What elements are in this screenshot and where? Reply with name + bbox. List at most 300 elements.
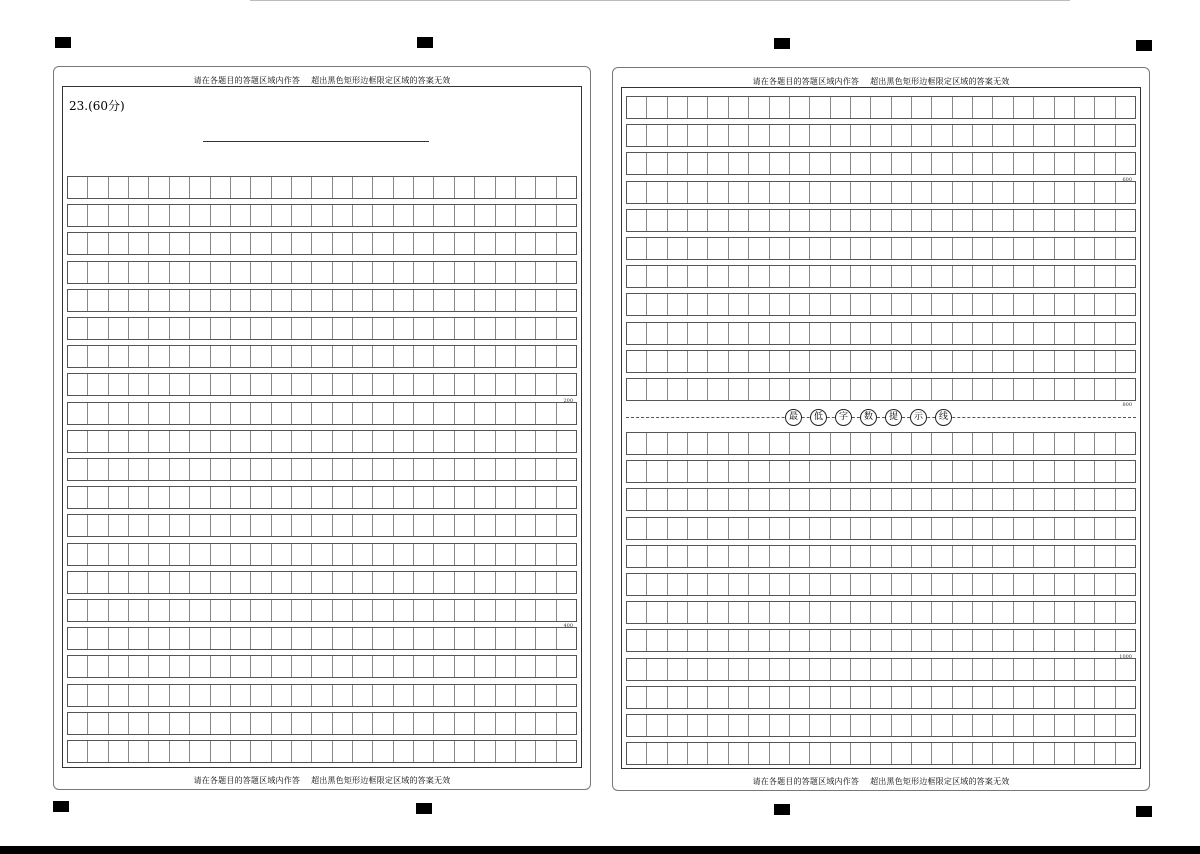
grid-cell[interactable] bbox=[647, 461, 667, 482]
grid-cell[interactable] bbox=[688, 294, 708, 315]
grid-cell[interactable] bbox=[129, 233, 149, 254]
grid-cell[interactable] bbox=[749, 630, 769, 651]
grid-cell[interactable] bbox=[312, 600, 332, 621]
grid-cell[interactable] bbox=[414, 515, 434, 536]
grid-cell[interactable] bbox=[770, 659, 790, 680]
grid-cell[interactable] bbox=[292, 290, 312, 311]
grid-cell[interactable] bbox=[668, 125, 688, 146]
grid-cell[interactable] bbox=[708, 351, 728, 372]
grid-cell[interactable] bbox=[993, 433, 1013, 454]
grid-cell[interactable] bbox=[414, 318, 434, 339]
grid-cell[interactable] bbox=[496, 487, 516, 508]
grid-cell[interactable] bbox=[973, 433, 993, 454]
grid-cell[interactable] bbox=[88, 262, 108, 283]
grid-cell[interactable] bbox=[851, 602, 871, 623]
grid-cell[interactable] bbox=[394, 205, 414, 226]
grid-cell[interactable] bbox=[688, 574, 708, 595]
grid-cell[interactable] bbox=[251, 205, 271, 226]
grid-cell[interactable] bbox=[810, 266, 830, 287]
grid-cell[interactable] bbox=[749, 323, 769, 344]
grid-cell[interactable] bbox=[790, 210, 810, 231]
grid-cell[interactable] bbox=[434, 515, 454, 536]
grid-cell[interactable] bbox=[729, 574, 749, 595]
grid-cell[interactable] bbox=[871, 659, 891, 680]
grid-cell[interactable] bbox=[953, 266, 973, 287]
grid-cell[interactable] bbox=[708, 294, 728, 315]
grid-cell[interactable] bbox=[892, 546, 912, 567]
grid-cell[interactable] bbox=[1075, 210, 1095, 231]
grid-cell[interactable] bbox=[333, 318, 353, 339]
grid-cell[interactable] bbox=[414, 600, 434, 621]
grid-cell[interactable] bbox=[353, 685, 373, 706]
grid-cell[interactable] bbox=[953, 323, 973, 344]
grid-cell[interactable] bbox=[627, 574, 647, 595]
grid-cell[interactable] bbox=[953, 97, 973, 118]
grid-cell[interactable] bbox=[434, 374, 454, 395]
grid-cell[interactable] bbox=[272, 544, 292, 565]
grid-cell[interactable] bbox=[831, 659, 851, 680]
grid-cell[interactable] bbox=[251, 262, 271, 283]
grid-cell[interactable] bbox=[749, 602, 769, 623]
grid-cell[interactable] bbox=[1034, 659, 1054, 680]
grid-cell[interactable] bbox=[627, 461, 647, 482]
grid-cell[interactable] bbox=[557, 515, 576, 536]
grid-cell[interactable] bbox=[88, 318, 108, 339]
grid-cell[interactable] bbox=[668, 210, 688, 231]
grid-cell[interactable] bbox=[373, 685, 393, 706]
grid-cell[interactable] bbox=[1095, 351, 1115, 372]
grid-cell[interactable] bbox=[190, 403, 210, 424]
grid-cell[interactable] bbox=[414, 487, 434, 508]
grid-cell[interactable] bbox=[749, 489, 769, 510]
grid-cell[interactable] bbox=[688, 743, 708, 764]
grid-cell[interactable] bbox=[647, 294, 667, 315]
grid-cell[interactable] bbox=[475, 459, 495, 480]
grid-cell[interactable] bbox=[647, 379, 667, 400]
grid-cell[interactable] bbox=[496, 741, 516, 762]
grid-cell[interactable] bbox=[455, 177, 475, 198]
grid-cell[interactable] bbox=[1014, 351, 1034, 372]
grid-cell[interactable] bbox=[810, 546, 830, 567]
grid-cell[interactable] bbox=[292, 600, 312, 621]
grid-cell[interactable] bbox=[557, 600, 576, 621]
grid-cell[interactable] bbox=[810, 210, 830, 231]
grid-cell[interactable] bbox=[1055, 659, 1075, 680]
grid-cell[interactable] bbox=[149, 713, 169, 734]
grid-cell[interactable] bbox=[373, 374, 393, 395]
grid-cell[interactable] bbox=[557, 262, 576, 283]
grid-cell[interactable] bbox=[892, 294, 912, 315]
grid-cell[interactable] bbox=[1075, 461, 1095, 482]
grid-cell[interactable] bbox=[892, 238, 912, 259]
grid-cell[interactable] bbox=[668, 351, 688, 372]
grid-cell[interactable] bbox=[88, 431, 108, 452]
grid-cell[interactable] bbox=[434, 713, 454, 734]
grid-cell[interactable] bbox=[790, 294, 810, 315]
grid-cell[interactable] bbox=[333, 374, 353, 395]
grid-cell[interactable] bbox=[129, 487, 149, 508]
grid-cell[interactable] bbox=[251, 487, 271, 508]
grid-cell[interactable] bbox=[749, 182, 769, 203]
grid-cell[interactable] bbox=[770, 630, 790, 651]
grid-cell[interactable] bbox=[536, 290, 556, 311]
grid-cell[interactable] bbox=[475, 656, 495, 677]
grid-cell[interactable] bbox=[414, 205, 434, 226]
grid-cell[interactable] bbox=[749, 379, 769, 400]
grid-cell[interactable] bbox=[190, 233, 210, 254]
grid-cell[interactable] bbox=[434, 318, 454, 339]
grid-cell[interactable] bbox=[312, 346, 332, 367]
grid-cell[interactable] bbox=[912, 715, 932, 736]
grid-row[interactable] bbox=[626, 96, 1136, 119]
grid-cell[interactable] bbox=[536, 741, 556, 762]
grid-cell[interactable] bbox=[129, 515, 149, 536]
grid-cell[interactable] bbox=[851, 574, 871, 595]
grid-cell[interactable] bbox=[1095, 379, 1115, 400]
grid-cell[interactable] bbox=[770, 266, 790, 287]
grid-cell[interactable] bbox=[475, 685, 495, 706]
grid-cell[interactable] bbox=[1116, 210, 1135, 231]
grid-cell[interactable] bbox=[211, 346, 231, 367]
grid-cell[interactable] bbox=[708, 546, 728, 567]
grid-row[interactable] bbox=[67, 289, 577, 312]
grid-cell[interactable] bbox=[88, 685, 108, 706]
grid-cell[interactable] bbox=[272, 233, 292, 254]
grid-cell[interactable] bbox=[810, 351, 830, 372]
grid-cell[interactable] bbox=[536, 515, 556, 536]
grid-cell[interactable] bbox=[973, 461, 993, 482]
grid-cell[interactable] bbox=[129, 572, 149, 593]
grid-cell[interactable] bbox=[211, 205, 231, 226]
grid-cell[interactable] bbox=[516, 346, 536, 367]
grid-cell[interactable] bbox=[109, 318, 129, 339]
grid-cell[interactable] bbox=[1055, 687, 1075, 708]
grid-cell[interactable] bbox=[109, 487, 129, 508]
grid-cell[interactable] bbox=[231, 431, 251, 452]
grid-cell[interactable] bbox=[932, 153, 952, 174]
grid-cell[interactable] bbox=[810, 433, 830, 454]
grid-cell[interactable] bbox=[647, 210, 667, 231]
grid-cell[interactable] bbox=[953, 602, 973, 623]
grid-cell[interactable] bbox=[708, 574, 728, 595]
grid-cell[interactable] bbox=[373, 233, 393, 254]
grid-cell[interactable] bbox=[434, 600, 454, 621]
grid-cell[interactable] bbox=[831, 715, 851, 736]
grid-cell[interactable] bbox=[1075, 574, 1095, 595]
grid-cell[interactable] bbox=[993, 125, 1013, 146]
grid-cell[interactable] bbox=[557, 177, 576, 198]
grid-cell[interactable] bbox=[973, 294, 993, 315]
grid-cell[interactable] bbox=[1075, 351, 1095, 372]
grid-cell[interactable] bbox=[1095, 125, 1115, 146]
grid-cell[interactable] bbox=[394, 713, 414, 734]
grid-cell[interactable] bbox=[88, 177, 108, 198]
grid-cell[interactable] bbox=[434, 628, 454, 649]
grid-cell[interactable] bbox=[647, 715, 667, 736]
grid-cell[interactable] bbox=[211, 487, 231, 508]
grid-cell[interactable] bbox=[770, 518, 790, 539]
grid-cell[interactable] bbox=[536, 431, 556, 452]
grid-cell[interactable] bbox=[292, 459, 312, 480]
grid-cell[interactable] bbox=[912, 294, 932, 315]
grid-cell[interactable] bbox=[1116, 659, 1135, 680]
grid-cell[interactable] bbox=[536, 713, 556, 734]
grid-cell[interactable] bbox=[1075, 153, 1095, 174]
grid-cell[interactable] bbox=[892, 153, 912, 174]
grid-cell[interactable] bbox=[973, 238, 993, 259]
grid-cell[interactable] bbox=[455, 431, 475, 452]
grid-cell[interactable] bbox=[353, 431, 373, 452]
grid-cell[interactable] bbox=[557, 290, 576, 311]
grid-cell[interactable] bbox=[790, 182, 810, 203]
grid-cell[interactable] bbox=[333, 656, 353, 677]
grid-cell[interactable] bbox=[688, 659, 708, 680]
grid-cell[interactable] bbox=[831, 433, 851, 454]
grid-cell[interactable] bbox=[1075, 323, 1095, 344]
grid-cell[interactable] bbox=[1095, 153, 1115, 174]
grid-cell[interactable] bbox=[109, 544, 129, 565]
grid-cell[interactable] bbox=[688, 210, 708, 231]
grid-cell[interactable] bbox=[292, 346, 312, 367]
grid-cell[interactable] bbox=[170, 600, 190, 621]
grid-cell[interactable] bbox=[190, 374, 210, 395]
grid-cell[interactable] bbox=[333, 572, 353, 593]
grid-cell[interactable] bbox=[1075, 294, 1095, 315]
grid-cell[interactable] bbox=[851, 433, 871, 454]
grid-cell[interactable] bbox=[496, 431, 516, 452]
grid-cell[interactable] bbox=[871, 266, 891, 287]
grid-cell[interactable] bbox=[1034, 351, 1054, 372]
grid-cell[interactable] bbox=[688, 518, 708, 539]
grid-cell[interactable] bbox=[333, 544, 353, 565]
grid-cell[interactable] bbox=[749, 687, 769, 708]
grid-cell[interactable] bbox=[708, 659, 728, 680]
grid-cell[interactable] bbox=[536, 262, 556, 283]
grid-row[interactable] bbox=[626, 601, 1136, 624]
grid-cell[interactable] bbox=[129, 600, 149, 621]
grid-cell[interactable] bbox=[251, 544, 271, 565]
grid-cell[interactable] bbox=[1014, 743, 1034, 764]
grid-cell[interactable] bbox=[647, 323, 667, 344]
grid-cell[interactable] bbox=[932, 182, 952, 203]
grid-cell[interactable] bbox=[455, 290, 475, 311]
grid-cell[interactable] bbox=[851, 125, 871, 146]
grid-cell[interactable] bbox=[1055, 461, 1075, 482]
grid-cell[interactable] bbox=[211, 572, 231, 593]
grid-cell[interactable] bbox=[749, 546, 769, 567]
grid-cell[interactable] bbox=[68, 685, 88, 706]
grid-cell[interactable] bbox=[790, 379, 810, 400]
grid-cell[interactable] bbox=[993, 518, 1013, 539]
grid-cell[interactable] bbox=[892, 715, 912, 736]
grid-cell[interactable] bbox=[871, 743, 891, 764]
grid-cell[interactable] bbox=[373, 713, 393, 734]
grid-cell[interactable] bbox=[749, 266, 769, 287]
grid-cell[interactable] bbox=[88, 656, 108, 677]
grid-cell[interactable] bbox=[149, 487, 169, 508]
grid-cell[interactable] bbox=[190, 290, 210, 311]
grid-cell[interactable] bbox=[333, 741, 353, 762]
grid-cell[interactable] bbox=[496, 233, 516, 254]
grid-cell[interactable] bbox=[708, 461, 728, 482]
grid-cell[interactable] bbox=[1034, 715, 1054, 736]
grid-cell[interactable] bbox=[272, 431, 292, 452]
grid-row[interactable] bbox=[626, 237, 1136, 260]
grid-cell[interactable] bbox=[708, 687, 728, 708]
grid-cell[interactable] bbox=[272, 628, 292, 649]
grid-cell[interactable] bbox=[434, 205, 454, 226]
grid-cell[interactable] bbox=[68, 431, 88, 452]
grid-cell[interactable] bbox=[394, 572, 414, 593]
grid-cell[interactable] bbox=[912, 182, 932, 203]
grid-cell[interactable] bbox=[292, 572, 312, 593]
grid-row[interactable] bbox=[67, 373, 577, 396]
grid-cell[interactable] bbox=[496, 318, 516, 339]
grid-cell[interactable] bbox=[170, 713, 190, 734]
grid-cell[interactable] bbox=[790, 489, 810, 510]
grid-cell[interactable] bbox=[871, 238, 891, 259]
grid-cell[interactable] bbox=[1055, 630, 1075, 651]
grid-cell[interactable] bbox=[790, 153, 810, 174]
grid-cell[interactable] bbox=[109, 685, 129, 706]
grid-cell[interactable] bbox=[953, 294, 973, 315]
grid-cell[interactable] bbox=[312, 290, 332, 311]
grid-cell[interactable] bbox=[496, 374, 516, 395]
grid-cell[interactable] bbox=[373, 346, 393, 367]
grid-cell[interactable] bbox=[455, 205, 475, 226]
grid-cell[interactable] bbox=[1116, 630, 1135, 651]
grid-cell[interactable] bbox=[1055, 210, 1075, 231]
grid-cell[interactable] bbox=[993, 715, 1013, 736]
grid-row[interactable] bbox=[67, 712, 577, 735]
grid-cell[interactable] bbox=[251, 403, 271, 424]
grid-cell[interactable] bbox=[688, 461, 708, 482]
grid-cell[interactable] bbox=[1055, 602, 1075, 623]
grid-cell[interactable] bbox=[272, 713, 292, 734]
grid-cell[interactable] bbox=[88, 290, 108, 311]
grid-cell[interactable] bbox=[353, 572, 373, 593]
grid-cell[interactable] bbox=[810, 518, 830, 539]
grid-cell[interactable] bbox=[831, 630, 851, 651]
grid-cell[interactable] bbox=[627, 323, 647, 344]
grid-cell[interactable] bbox=[455, 459, 475, 480]
grid-cell[interactable] bbox=[831, 602, 851, 623]
grid-cell[interactable] bbox=[190, 431, 210, 452]
grid-row[interactable] bbox=[67, 317, 577, 340]
grid-cell[interactable] bbox=[211, 544, 231, 565]
grid-cell[interactable] bbox=[851, 743, 871, 764]
grid-cell[interactable] bbox=[211, 318, 231, 339]
grid-cell[interactable] bbox=[1055, 379, 1075, 400]
grid-cell[interactable] bbox=[790, 433, 810, 454]
grid-cell[interactable] bbox=[1116, 238, 1135, 259]
grid-cell[interactable] bbox=[932, 743, 952, 764]
grid-cell[interactable] bbox=[231, 374, 251, 395]
grid-cell[interactable] bbox=[251, 741, 271, 762]
grid-cell[interactable] bbox=[475, 431, 495, 452]
grid-cell[interactable] bbox=[88, 487, 108, 508]
grid-cell[interactable] bbox=[536, 572, 556, 593]
grid-cell[interactable] bbox=[68, 459, 88, 480]
grid-row[interactable] bbox=[67, 486, 577, 509]
grid-cell[interactable] bbox=[496, 628, 516, 649]
grid-cell[interactable] bbox=[627, 630, 647, 651]
grid-cell[interactable] bbox=[434, 233, 454, 254]
grid-cell[interactable] bbox=[129, 628, 149, 649]
grid-cell[interactable] bbox=[1034, 518, 1054, 539]
grid-cell[interactable] bbox=[353, 403, 373, 424]
grid-cell[interactable] bbox=[749, 294, 769, 315]
grid-cell[interactable] bbox=[475, 233, 495, 254]
grid-cell[interactable] bbox=[932, 238, 952, 259]
grid-cell[interactable] bbox=[668, 182, 688, 203]
grid-cell[interactable] bbox=[434, 741, 454, 762]
grid-cell[interactable] bbox=[647, 546, 667, 567]
grid-cell[interactable] bbox=[1095, 266, 1115, 287]
grid-cell[interactable] bbox=[129, 205, 149, 226]
grid-cell[interactable] bbox=[1034, 294, 1054, 315]
grid-cell[interactable] bbox=[1075, 630, 1095, 651]
grid-cell[interactable] bbox=[211, 233, 231, 254]
grid-cell[interactable] bbox=[912, 323, 932, 344]
grid-cell[interactable] bbox=[557, 572, 576, 593]
grid-row[interactable] bbox=[626, 322, 1136, 345]
grid-cell[interactable] bbox=[149, 374, 169, 395]
grid-cell[interactable] bbox=[729, 182, 749, 203]
grid-cell[interactable] bbox=[68, 713, 88, 734]
grid-cell[interactable] bbox=[231, 741, 251, 762]
grid-cell[interactable] bbox=[394, 515, 414, 536]
grid-cell[interactable] bbox=[190, 459, 210, 480]
grid-cell[interactable] bbox=[455, 262, 475, 283]
grid-cell[interactable] bbox=[993, 351, 1013, 372]
grid-cell[interactable] bbox=[790, 461, 810, 482]
grid-cell[interactable] bbox=[790, 687, 810, 708]
grid-cell[interactable] bbox=[353, 290, 373, 311]
grid-cell[interactable] bbox=[932, 323, 952, 344]
grid-cell[interactable] bbox=[749, 125, 769, 146]
grid-row[interactable] bbox=[626, 517, 1136, 540]
grid-cell[interactable] bbox=[851, 489, 871, 510]
grid-cell[interactable] bbox=[627, 518, 647, 539]
grid-cell[interactable] bbox=[953, 182, 973, 203]
grid-cell[interactable] bbox=[333, 233, 353, 254]
grid-cell[interactable] bbox=[1055, 266, 1075, 287]
grid-cell[interactable] bbox=[414, 741, 434, 762]
grid-cell[interactable] bbox=[1116, 379, 1135, 400]
grid-cell[interactable] bbox=[749, 238, 769, 259]
grid-cell[interactable] bbox=[953, 546, 973, 567]
grid-cell[interactable] bbox=[1055, 518, 1075, 539]
grid-cell[interactable] bbox=[871, 433, 891, 454]
grid-cell[interactable] bbox=[993, 659, 1013, 680]
grid-cell[interactable] bbox=[729, 659, 749, 680]
grid-cell[interactable] bbox=[668, 97, 688, 118]
grid-cell[interactable] bbox=[149, 515, 169, 536]
grid-cell[interactable] bbox=[394, 685, 414, 706]
grid-cell[interactable] bbox=[912, 659, 932, 680]
grid-cell[interactable] bbox=[251, 515, 271, 536]
grid-cell[interactable] bbox=[170, 628, 190, 649]
grid-cell[interactable] bbox=[708, 323, 728, 344]
grid-cell[interactable] bbox=[1116, 687, 1135, 708]
grid-cell[interactable] bbox=[292, 713, 312, 734]
grid-cell[interactable] bbox=[516, 290, 536, 311]
grid-cell[interactable] bbox=[312, 656, 332, 677]
grid-cell[interactable] bbox=[170, 403, 190, 424]
grid-cell[interactable] bbox=[790, 630, 810, 651]
grid-cell[interactable] bbox=[231, 713, 251, 734]
